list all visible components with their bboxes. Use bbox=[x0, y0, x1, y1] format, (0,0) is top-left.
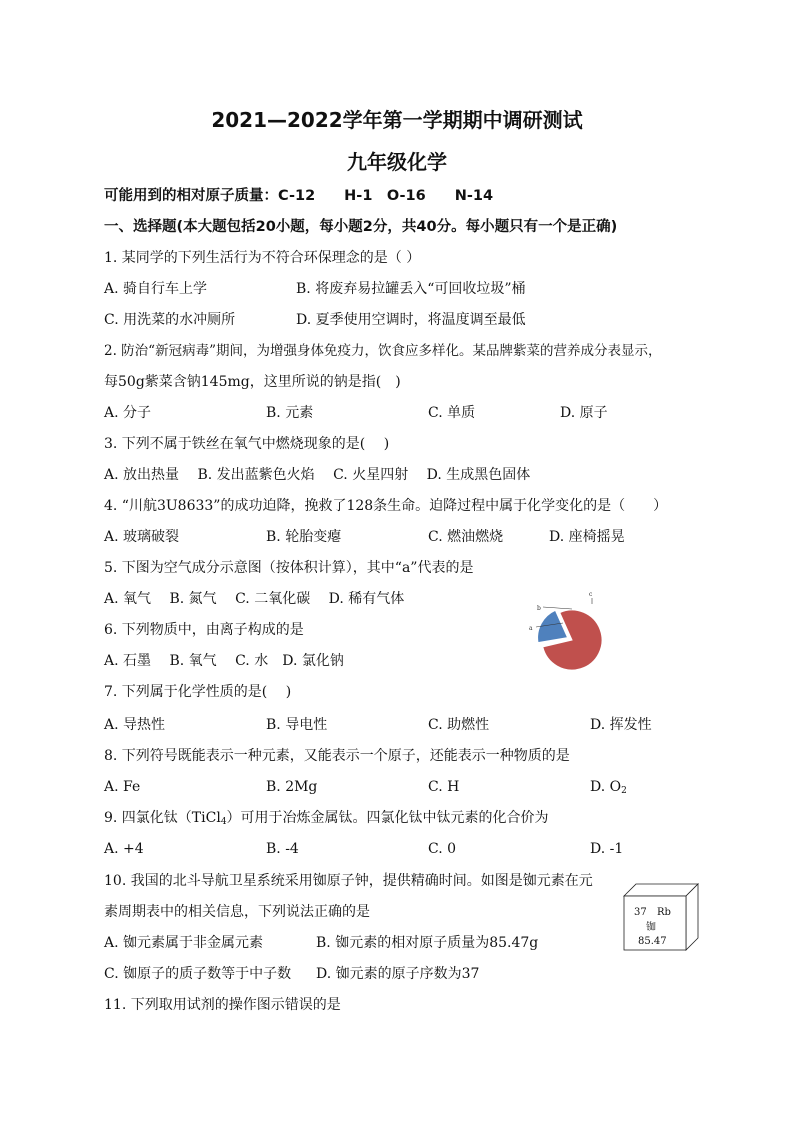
q1-option-a: A. 骑自行车上学 bbox=[104, 281, 208, 297]
q9-stem-pre: 9. 四氯化钛（TiCl bbox=[104, 810, 221, 826]
q9-option-d: D. -1 bbox=[590, 841, 624, 857]
q3-stem: 3. 下列不属于铁丝在氧气中燃烧现象的是( ) bbox=[104, 436, 390, 452]
q9-option-b: B. -4 bbox=[266, 841, 299, 857]
q6-options: A. 石墨 B. 氧气 C. 水 D. 氯化钠 bbox=[104, 653, 344, 669]
q7-option-a: A. 导热性 bbox=[104, 717, 166, 733]
q1-option-b: B. 将废弃易拉罐丢入“可回收垃圾”桶 bbox=[296, 281, 526, 297]
q7-option-c: C. 助燃性 bbox=[428, 717, 490, 733]
element-number: 37 bbox=[634, 907, 647, 918]
q8-option-d-subscript: 2 bbox=[621, 786, 627, 796]
q2-option-a: A. 分子 bbox=[104, 405, 152, 421]
q8-option-d bbox=[590, 777, 627, 801]
q10-stem-line1: 10. 我国的北斗导航卫星系统采用铷原子钟，提供精确时间。如图是铷元素在元 bbox=[104, 873, 593, 889]
q4-option-c: C. 燃油燃烧 bbox=[428, 529, 504, 545]
q9-option-c: C. 0 bbox=[428, 841, 457, 857]
section-heading: 一、选择题(本大题包括20小题，每小题2分，共40分。每小题只有一个是正确) bbox=[104, 219, 618, 235]
q10-option-c: C. 铷原子的质子数等于中子数 bbox=[104, 966, 292, 982]
q1-option-c: C. 用洗菜的水冲厕所 bbox=[104, 312, 236, 328]
element-mass: 85.47 bbox=[638, 936, 667, 947]
atomic-mass-line: 可能用到的相对原子质量：C-12 H-1 O-16 N-14 bbox=[104, 188, 494, 204]
q7-stem: 7. 下列属于化学性质的是( ) bbox=[104, 684, 292, 700]
element-symbol: Rb bbox=[657, 907, 671, 918]
q4-option-d: D. 座椅摇晃 bbox=[549, 529, 625, 545]
q2-option-b: B. 元素 bbox=[266, 405, 314, 421]
q4-option-a: A. 玻璃破裂 bbox=[104, 529, 180, 545]
element-name: 铷 bbox=[646, 922, 656, 933]
q2-stem-line2: 每50g紫菜含钠145mg，这里所说的钠是指( ) bbox=[104, 374, 401, 390]
q5-options: A. 氧气 B. 氮气 C. 二氧化碳 D. 稀有气体 bbox=[104, 591, 405, 607]
q3-options: A. 放出热量 B. 发出蓝紫色火焰 C. 火星四射 D. 生成黑色固体 bbox=[104, 467, 531, 483]
q2-option-d: D. 原子 bbox=[560, 405, 608, 421]
q7-option-d: D. 挥发性 bbox=[590, 717, 652, 733]
q2-stem-line1: 2. 防治“新冠病毒”期间，为增强身体免疫力，饮食应多样化。某品牌紫菜的营养成分表显示， bbox=[104, 343, 662, 359]
q5-stem: 5. 下图为空气成分示意图（按体积计算），其中“a”代表的是 bbox=[104, 560, 474, 576]
q8-option-b: B. 2Mg bbox=[266, 779, 318, 795]
q1-option-d: D. 夏季使用空调时，将温度调至最低 bbox=[296, 312, 526, 328]
q11-stem: 11. 下列取用试剂的操作图示错误的是 bbox=[104, 997, 341, 1013]
q9-stem-subscript: 4 bbox=[220, 817, 227, 827]
q9-stem-post: ）可用于冶炼金属钛。四氯化钛中钛元素的化合价为 bbox=[226, 810, 549, 826]
card-top-face bbox=[624, 884, 698, 896]
q4-option-b: B. 轮胎变瘪 bbox=[266, 529, 342, 545]
q9-option-a: A. +4 bbox=[104, 841, 144, 857]
q10-stem-line2: 素周期表中的相关信息，下列说法正确的是 bbox=[104, 904, 370, 920]
q6-stem: 6. 下列物质中，由离子构成的是 bbox=[104, 622, 304, 638]
pie-label-a: a bbox=[529, 625, 533, 632]
q7-option-b: B. 导电性 bbox=[266, 717, 328, 733]
pie-label-c: c bbox=[589, 591, 593, 598]
label-b-leader bbox=[543, 607, 572, 609]
q4-stem: 4. “川航3U8633”的成功迫降，挽救了128条生命。迫降过程中属于化学变化的是（ ） bbox=[104, 498, 668, 514]
exam-subtitle: 九年级化学 bbox=[347, 150, 447, 174]
air-composition-pie-chart bbox=[525, 585, 615, 680]
q10-option-a: A. 铷元素属于非金属元素 bbox=[104, 935, 264, 951]
q1-stem: 1. 某同学的下列生活行为不符合环保理念的是（ ） bbox=[104, 250, 421, 266]
q10-option-b: B. 铷元素的相对原子质量为85.47g bbox=[316, 935, 539, 951]
q2-option-c: C. 单质 bbox=[428, 405, 476, 421]
q8-option-c: C. H bbox=[428, 779, 460, 795]
q8-stem: 8. 下列符号既能表示一种元素，又能表示一个原子，还能表示一种物质的是 bbox=[104, 748, 570, 764]
q8-option-a: A. Fe bbox=[104, 779, 141, 795]
rubidium-element-card bbox=[620, 880, 702, 955]
pie-label-b: b bbox=[537, 605, 541, 612]
exam-title: 2021—2022学年第一学期期中调研测试 bbox=[211, 108, 583, 132]
q10-option-d: D. 铷元素的原子序数为37 bbox=[316, 966, 480, 982]
q9-stem bbox=[104, 808, 549, 832]
card-side-face bbox=[686, 884, 698, 950]
q8-option-d-main: D. O bbox=[590, 779, 622, 795]
